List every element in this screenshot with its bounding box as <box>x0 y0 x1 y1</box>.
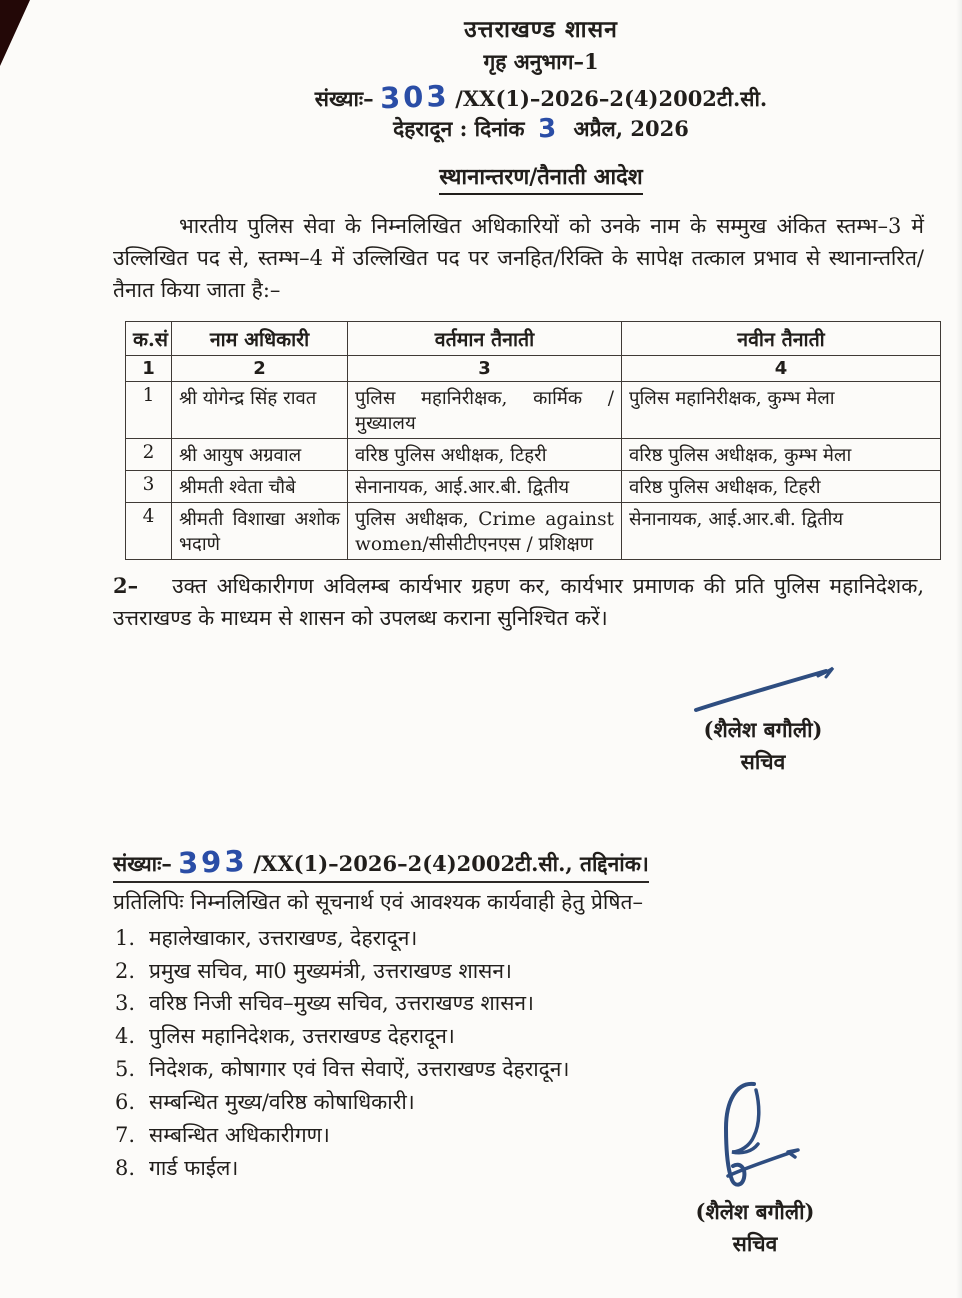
list-item-text: पुलिस महानिदेशक, उत्तराखण्ड देहरादून। <box>149 1024 455 1049</box>
table-header-row <box>126 321 941 355</box>
cell-current-posting: वरिष्ठ पुलिस अधीक्षक, टिहरी <box>348 438 622 470</box>
transfer-table <box>125 321 941 560</box>
list-item-text: महालेखाकार, उत्तराखण्ड, देहरादून। <box>149 925 418 950</box>
list-item <box>113 1020 962 1053</box>
signatory-designation: सचिव <box>732 1231 778 1256</box>
signature-block-bottom <box>640 1080 870 1258</box>
government-name: उत्तराखण्ड शासन <box>464 16 618 43</box>
cell-current-posting: पुलिस महानिरीक्षक, कार्मिक /मुख्यालय <box>348 381 622 438</box>
department-name: गृह अनुभाग–1 <box>483 49 599 74</box>
list-item-text: सम्बन्धित अधिकारीगण। <box>149 1123 330 1148</box>
document-header <box>0 0 962 195</box>
document-title: स्थानान्तरण/तैनाती आदेश <box>439 161 643 195</box>
cell-serial: 2 <box>126 438 172 470</box>
signature-scribble-icon <box>670 1080 840 1198</box>
list-item-number: 2. <box>115 958 136 983</box>
paragraph-2-text: उक्त अधिकारीगण अविलम्ब कार्यभार ग्रहण कर, कार्यभार प्रमाणक की प्रति पुलिस महानिदेशक, उत्तराखण्ड के माध्यम से शासन को उपलब्ध कराना सुनिश्चित करें। <box>113 573 924 630</box>
list-item <box>113 955 962 988</box>
signatory-name: (शैलेश बगौली) <box>703 717 823 742</box>
cell-new-posting: वरिष्ठ पुलिस अधीक्षक, टिहरी <box>622 470 941 502</box>
order-paragraph-2 <box>113 570 924 635</box>
date-month-year: अप्रैल, 2026 <box>573 116 689 141</box>
col-number: 2 <box>172 355 348 381</box>
scan-edge-shadow <box>956 0 962 1298</box>
cell-serial: 4 <box>126 502 172 559</box>
signature-stroke-icon <box>678 664 848 716</box>
handwritten-copy-number: 393 <box>177 843 248 880</box>
list-item-number: 4. <box>115 1024 136 1049</box>
list-item <box>113 987 962 1020</box>
signatory-designation: सचिव <box>740 749 786 774</box>
list-item-text: निदेशक, कोषागार एवं वित्त सेवाऐं, उत्तराखण्ड देहरादून। <box>149 1057 570 1082</box>
list-item-number: 1. <box>115 925 136 950</box>
col-header-serial: क.सं <box>126 321 172 355</box>
signatory-name: (शैलेश बगौली) <box>695 1199 815 1224</box>
letter-number-line <box>120 78 962 116</box>
cell-current-posting: पुलिस अधीक्षक, Crime against women/सीसीटीएनएस / प्रशिक्षण <box>348 502 622 559</box>
table-row <box>126 438 941 470</box>
cell-officer-name: श्री योगेन्द्र सिंह रावत <box>172 381 348 438</box>
cell-new-posting: सेनानायक, आई.आर.बी. द्वितीय <box>622 502 941 559</box>
cell-officer-name: श्रीमती श्वेता चौबे <box>172 470 348 502</box>
handwritten-letter-number: 303 <box>379 78 450 116</box>
list-item-number: 8. <box>115 1156 136 1181</box>
table-row <box>126 381 941 438</box>
cell-new-posting: पुलिस महानिरीक्षक, कुम्भ मेला <box>622 381 941 438</box>
list-item-number: 6. <box>115 1090 136 1115</box>
number-label: संख्याः– <box>314 86 374 111</box>
copy-number-label: संख्याः– <box>113 850 172 876</box>
date-label: देहरादून : दिनांक <box>393 116 525 141</box>
signature-block-middle <box>648 664 878 776</box>
column-number-row <box>126 355 941 381</box>
cell-serial: 1 <box>126 381 172 438</box>
col-number: 4 <box>622 355 941 381</box>
list-item-text: गार्ड फाईल। <box>149 1156 239 1181</box>
cell-serial: 3 <box>126 470 172 502</box>
order-paragraph-1: भारतीय पुलिस सेवा के निम्नलिखित अधिकारियों को उनके नाम के सम्मुख अंकित स्तम्भ–3 में उल्लिखित पद से, स्तम्भ–4 में उल्लिखित पद पर जनहित/रिक्ति के सापेक्ष तत्काल प्रभाव से स्थानान्तरित/तैनात किया जाता है:– <box>113 214 924 302</box>
table-row <box>126 502 941 559</box>
list-item <box>113 922 962 955</box>
paragraph-2-number: 2– <box>113 572 139 598</box>
cell-officer-name: श्रीमती विशाखा अशोक भदाणे <box>172 502 348 559</box>
col-number: 3 <box>348 355 622 381</box>
col-header-new-posting: नवीन तैनाती <box>622 321 941 355</box>
cell-current-posting: सेनानायक, आई.आर.बी. द्वितीय <box>348 470 622 502</box>
handwritten-date-day: 3 <box>537 113 561 145</box>
cell-officer-name: श्री आयुष अग्रवाल <box>172 438 348 470</box>
table-row <box>126 470 941 502</box>
copy-lead-line: प्रतिलिपिः निम्नलिखित को सूचनार्थ एवं आवश्यक कार्यवाही हेतु प्रेषित– <box>113 889 643 914</box>
number-reference: /XX(1)–2026–2(4)2002टी.सी. <box>455 86 768 111</box>
list-item-number: 5. <box>115 1057 136 1082</box>
copy-number-reference: /XX(1)–2026–2(4)2002टी.सी., तद्दिनांक। <box>253 850 649 876</box>
list-item-number: 3. <box>115 991 136 1016</box>
col-header-officer-name: नाम अधिकारी <box>172 321 348 355</box>
col-number: 1 <box>126 355 172 381</box>
list-item-text: सम्बन्धित मुख्य/वरिष्ठ कोषाधिकारी। <box>149 1090 415 1115</box>
list-item-text: प्रमुख सचिव, मा0 मुख्यमंत्री, उत्तराखण्ड शासन। <box>149 958 512 983</box>
list-item-text: वरिष्ठ निजी सचिव–मुख्य सचिव, उत्तराखण्ड शासन। <box>149 991 535 1016</box>
cell-new-posting: वरिष्ठ पुलिस अधीक्षक, कुम्भ मेला <box>622 438 941 470</box>
list-item-number: 7. <box>115 1123 136 1148</box>
date-line <box>120 115 962 143</box>
copy-number-line <box>113 843 649 883</box>
col-header-current-posting: वर्तमान तैनाती <box>348 321 622 355</box>
